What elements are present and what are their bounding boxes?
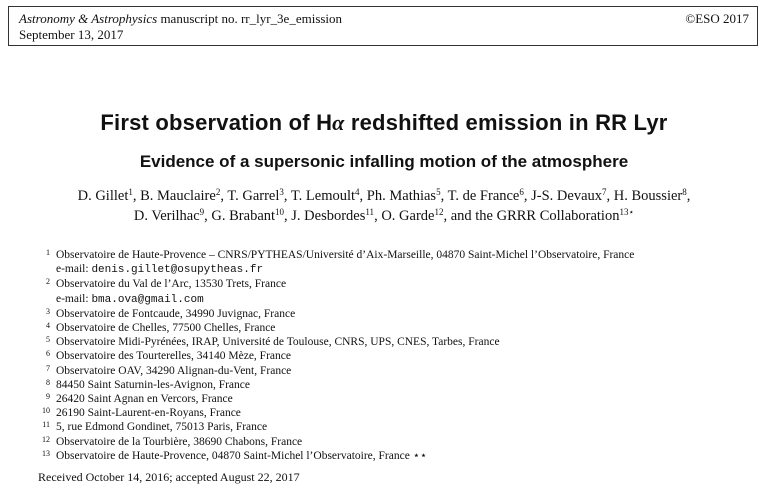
affiliation-text: 84450 Saint Saturnin-les-Avignon, France — [56, 378, 250, 391]
manuscript-header — [8, 6, 758, 46]
affiliation-number: 3 — [46, 306, 50, 316]
affiliation-item — [38, 364, 738, 378]
author — [531, 188, 606, 204]
affiliation-text: 5, rue Edmond Gondinet, 75013 Paris, France — [56, 421, 268, 434]
affiliation-text: Observatoire de Haute-Provence, 04870 Saint-Michel l’Observatoire, France ⋆⋆ — [56, 449, 428, 462]
author — [211, 208, 284, 224]
affiliation-item — [38, 248, 738, 262]
author — [291, 208, 374, 224]
received-date: Received October 14, 2016; accepted August 22, 2017 — [38, 470, 300, 484]
affiliation-email-line — [38, 262, 738, 277]
author-name: T. Garrel — [227, 188, 280, 204]
affiliation-item — [38, 349, 738, 363]
title-prefix: First observation of H — [100, 110, 333, 135]
author-list: D. Gillet$^1$, B. Mauclaire$^2$, T. Garrel$^3$, T. Lemoult$^4$, Ph. Mathias$^5$, T. de France$^6$, J-S. Devaux$^7$, H. Boussier$^8$, D. Verilhac$^9$, G. Brabant$^{10}$, J. Desbordes$^{11}$, O. Garde$^{12}$, and the GRRR Collaboration$^{13⋆}$ — [77, 187, 691, 224]
journal-name: Astronomy & Astrophysics — [19, 11, 158, 26]
author — [78, 188, 133, 204]
affiliation-text: 26420 Saint Agnan en Vercors, France — [56, 393, 233, 406]
author-affiliation-mark: 12 — [434, 207, 444, 217]
author-affiliation-mark: 11 — [365, 207, 375, 217]
author-name: T. Lemoult — [290, 188, 356, 204]
affiliation-text: Observatoire des Tourterelles, 34140 Mèze, France — [56, 350, 291, 363]
author-name: H. Boussier — [613, 188, 683, 204]
author-name: J. Desbordes — [291, 208, 366, 224]
author — [140, 188, 220, 204]
title-suffix: redshifted emission in RR Lyr — [344, 110, 668, 135]
affiliation-item — [38, 435, 738, 449]
email-link[interactable]: denis.gillet@osupytheas.fr — [91, 264, 264, 277]
affiliation-text: Observatoire de Haute-Provence – CNRS/PYTHEAS/Université d’Aix-Marseille, 04870 Saint-Michel l’Observatoire, France — [56, 249, 635, 261]
author-name: Ph. Mathias — [366, 188, 437, 204]
affiliation-number: 1 — [46, 248, 50, 257]
affiliation-text: Observatoire OAV, 34290 Alignan-du-Vent, France — [56, 364, 292, 377]
author-name: D. Verilhac — [133, 208, 200, 224]
affiliation-number: 10 — [42, 406, 50, 416]
affiliation-number: 8 — [46, 377, 50, 387]
journal-line — [19, 11, 342, 27]
author-name: O. Garde — [381, 208, 435, 224]
email-label: e-mail: — [56, 292, 92, 305]
copyright: ©ESO 2017 — [685, 11, 749, 26]
email-link[interactable]: bma.ova@gmail.com — [91, 293, 204, 306]
author-name: G. Brabant — [211, 208, 276, 224]
author — [227, 188, 284, 204]
title-symbol: α — [332, 110, 345, 135]
affiliation-item — [38, 335, 738, 349]
affiliation-item — [38, 392, 738, 406]
author-affiliation-mark: 9 — [199, 207, 205, 217]
author-affiliation-mark: 13⋆ — [619, 207, 635, 217]
manuscript-date: September 13, 2017 — [19, 27, 124, 42]
author-name: T. de France — [447, 188, 520, 204]
affiliation-item — [38, 406, 738, 420]
affiliation-text: Observatoire de la Tourbière, 38690 Chabons, France — [56, 435, 303, 448]
affiliation-number: 11 — [42, 420, 50, 430]
author-affiliation-mark: 10 — [275, 207, 285, 217]
author — [291, 188, 360, 204]
author-name: B. Mauclaire — [140, 188, 216, 204]
affiliation-number: 13 — [42, 448, 50, 458]
email-label: e-mail: — [56, 263, 92, 276]
affiliation-text: Observatoire de Chelles, 77500 Chelles, France — [56, 322, 276, 335]
affiliation-number: 2 — [46, 277, 50, 287]
author-affiliation-mark: 2 — [215, 187, 221, 197]
author-affiliation-mark: 1 — [128, 187, 133, 197]
affiliation-number: 5 — [46, 335, 50, 345]
author-affiliation-mark: 5 — [436, 187, 441, 197]
affiliation-text: Observatoire du Val de l’Arc, 13530 Trets, France — [56, 278, 287, 291]
author-name: and the GRRR Collaboration — [450, 208, 620, 224]
affiliation-item — [38, 307, 738, 321]
manuscript-id: manuscript no. rr_lyr_3e_emission — [160, 11, 343, 26]
author-affiliation-mark: 4 — [355, 187, 360, 197]
affiliation-list — [38, 248, 738, 463]
affiliation-text: Observatoire de Fontcaude, 34990 Juvignac, France — [56, 307, 296, 320]
affiliation-item — [38, 277, 738, 291]
author-affiliation-mark: 6 — [519, 187, 524, 197]
affiliation-number: 4 — [46, 321, 50, 331]
author — [381, 208, 443, 224]
paper-subtitle: Evidence of a supersonic infalling motion of the atmosphere — [139, 152, 629, 171]
author — [367, 188, 441, 204]
affiliation-item — [38, 321, 738, 335]
affiliation-item — [38, 420, 738, 434]
author-name: D. Gillet — [77, 188, 129, 204]
affiliation-text: Observatoire Midi-Pyrénées, IRAP, Université de Toulouse, CNRS, UPS, CNES, Tarbes, France — [56, 336, 500, 349]
author — [448, 188, 524, 204]
affiliation-number: 7 — [46, 363, 50, 373]
affiliation-number: 9 — [46, 392, 50, 402]
author-affiliation-mark: 8 — [682, 187, 687, 197]
affiliation-item — [38, 449, 738, 463]
author — [451, 208, 634, 224]
author-affiliation-mark: 7 — [602, 187, 607, 197]
author — [134, 208, 204, 224]
paper-title — [0, 110, 768, 136]
author-name: J-S. Devaux — [531, 188, 603, 204]
affiliation-email-line — [38, 292, 738, 307]
affiliation-number: 12 — [42, 434, 50, 444]
author — [614, 188, 687, 204]
author-affiliation-mark: 3 — [279, 187, 284, 197]
affiliation-number: 6 — [46, 349, 50, 359]
affiliation-text: 26190 Saint-Laurent-en-Royans, France — [56, 407, 241, 420]
affiliation-item — [38, 378, 738, 392]
